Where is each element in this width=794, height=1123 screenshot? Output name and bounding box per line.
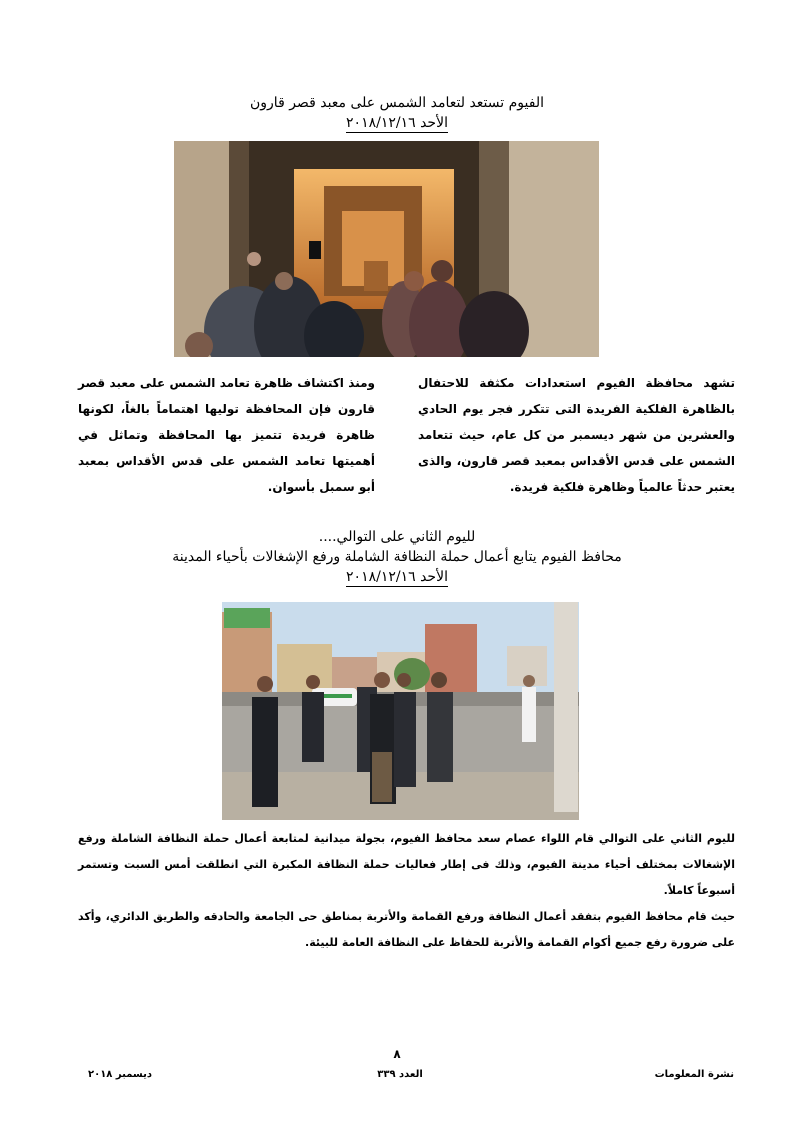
footer-month: ديسمبر ٢٠١٨ [88, 1069, 152, 1080]
article1-date: الأحد ٢٠١٨/١٢/١٦ [346, 115, 448, 131]
street-inspection-illustration [222, 602, 579, 820]
article2-kicker: لليوم الثاني على التوالي.... [318, 529, 476, 545]
footer-publication: نشرة المعلومات [654, 1069, 734, 1080]
article1-header [150, 93, 644, 133]
article1-title: الفيوم تستعد لتعامد الشمس على معبد قصر قارون [250, 95, 544, 111]
article2-date: الأحد ٢٠١٨/١٢/١٦ [346, 569, 448, 585]
article2-body [78, 826, 735, 956]
article2-header [140, 527, 654, 587]
article2-title: محافظ الفيوم يتابع أعمال حملة النظافة الشاملة ورفع الإشغالات بأحياء المدينة [172, 549, 622, 565]
article2-paragraph-1: لليوم الثاني على التوالي قام اللواء عصام سعد محافظ الفيوم، بجولة ميدانية لمتابعة أعمال حملة النظافة الشاملة ورفع الإشغالات بمختلف أحياء مدينة الفيوم، وذلك فى إطار فعاليات حملة النظافة المكبرة التي انطلقت أمس السبت وتستمر أسبوعاً كاملاً. [78, 832, 735, 897]
page-number: ٨ [393, 1047, 401, 1061]
temple-photo-illustration [174, 141, 599, 357]
street-inspection-photo [222, 602, 579, 820]
temple-photo [174, 141, 599, 357]
article1-column-right: تشهد محافظة الفيوم استعدادات مكثفة للاحتفال بالظاهرة الفلكية الفريدة التى تتكرر فجر يوم الحادي والعشرين من شهر ديسمبر من كل عام، حيث تتعامد الشمس على قدس الأقداس بمعبد قصر قارون، والذى يعتبر حدثاً عالمياً وظاهرة فلكية فريدة. [418, 376, 735, 494]
article2-paragraph-2: حيث قام محافظ الفيوم بتفقد أعمال النظافة ورفع القمامة والأتربة بمناطق حى الجامعة والحادقه والطريق الدائري، وأكد على ضرورة رفع جميع أكوام القمامة والأتربة للحفاظ على النظافة العامة للبيئة. [78, 910, 735, 949]
footer-issue: العدد ٣٣٩ [377, 1069, 423, 1080]
article1-column-left: ومنذ اكتشاف ظاهرة تعامد الشمس على معبد قصر قارون فإن المحافظة توليها اهتماماً بالغاً، لكونها ظاهرة فريدة تتميز بها المحافظة وتماثل في أهميتها تعامد الشمس على قدس الأقداس بمعبد أبو سمبل بأسوان. [78, 376, 375, 494]
